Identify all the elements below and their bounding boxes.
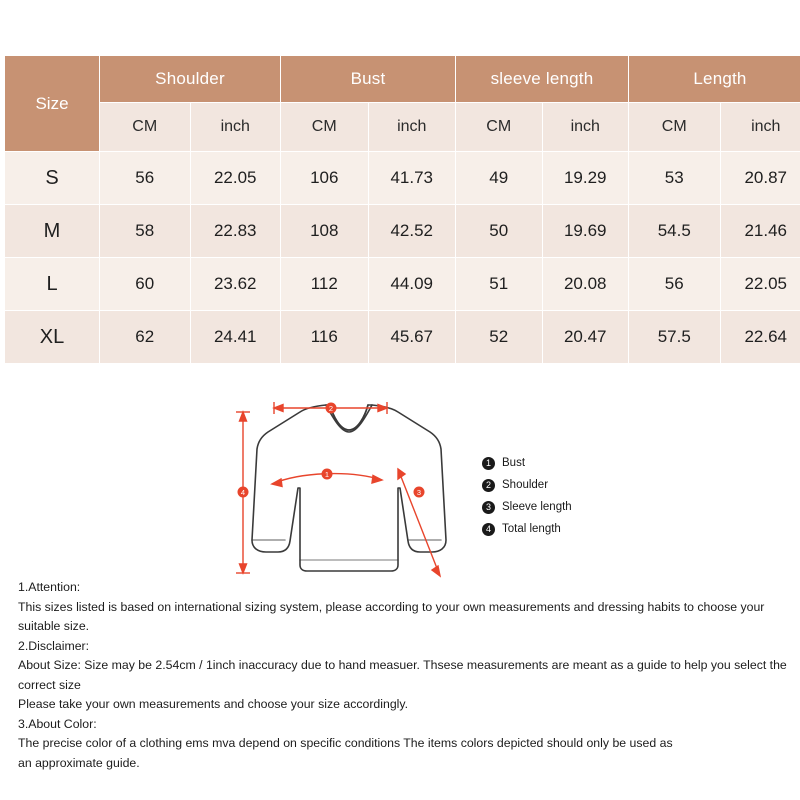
cell-shoulder-inch: 24.41 bbox=[190, 311, 281, 364]
header-size: Size bbox=[5, 56, 100, 152]
cell-length-cm: 56 bbox=[629, 258, 721, 311]
cell-sleeve-inch: 19.29 bbox=[542, 152, 629, 205]
note-about-size: About Size: Size may be 2.54cm / 1inch inaccuracy due to hand measuer. Thsese measurements are meant as a guide to help you select the correct size bbox=[18, 658, 787, 692]
unit-bust-inch: inch bbox=[368, 103, 456, 152]
size-chart-table bbox=[4, 55, 800, 364]
marker-total-length-num: 4 bbox=[240, 488, 246, 498]
cell-shoulder-cm: 60 bbox=[100, 258, 191, 311]
legend-label-total-length: Total length bbox=[502, 523, 561, 535]
cell-shoulder-cm: 56 bbox=[100, 152, 191, 205]
cell-shoulder-cm: 62 bbox=[100, 311, 191, 364]
cell-bust-cm: 112 bbox=[281, 258, 369, 311]
unit-shoulder-cm: CM bbox=[100, 103, 191, 152]
cell-shoulder-inch: 23.62 bbox=[190, 258, 281, 311]
note-about-color-body: The precise color of a clothing ems mva depend on specific conditions The items colors depicted should only be used as bbox=[18, 736, 673, 750]
cell-shoulder-cm: 58 bbox=[100, 205, 191, 258]
header-length: Length bbox=[629, 56, 800, 103]
cell-length-inch: 21.46 bbox=[720, 205, 800, 258]
cell-length-inch: 22.05 bbox=[720, 258, 800, 311]
marker-shoulder-num: 2 bbox=[328, 404, 334, 414]
table-unit-row bbox=[5, 103, 800, 152]
unit-length-inch: inch bbox=[720, 103, 800, 152]
legend-item-total-length bbox=[482, 518, 682, 540]
note-attention-body: This sizes listed is based on international sizing system, please according to your own measurements and dressing habits to choose your suitable size. bbox=[18, 599, 765, 633]
cell-shoulder-inch: 22.83 bbox=[190, 205, 281, 258]
row-size-label: XL bbox=[5, 311, 100, 364]
cell-sleeve-inch: 20.47 bbox=[542, 311, 629, 364]
legend-bullet-1: 1 bbox=[482, 457, 495, 470]
cell-sleeve-cm: 51 bbox=[456, 258, 543, 311]
cell-length-cm: 54.5 bbox=[629, 205, 721, 258]
table-row bbox=[5, 205, 800, 258]
note-disclaimer-title: 2.Disclaimer: bbox=[18, 638, 90, 653]
legend-bullet-3: 3 bbox=[482, 501, 495, 514]
legend-item-bust bbox=[482, 452, 682, 474]
note-take-measurements: Please take your own measurements and choose your size accordingly. bbox=[18, 697, 409, 711]
cell-length-cm: 53 bbox=[629, 152, 721, 205]
legend-bullet-2: 2 bbox=[482, 479, 495, 492]
table-row bbox=[5, 311, 800, 364]
marker-bust-num: 1 bbox=[324, 470, 330, 480]
note-attention-title: 1.Attention: bbox=[18, 580, 81, 594]
cell-length-cm: 57.5 bbox=[629, 311, 721, 364]
legend-label-shoulder: Shoulder bbox=[502, 479, 549, 491]
legend-label-sleeve-length: Sleeve length bbox=[502, 501, 572, 513]
table-row bbox=[5, 258, 800, 311]
cell-sleeve-inch: 19.69 bbox=[542, 205, 629, 258]
cell-bust-inch: 42.52 bbox=[368, 205, 456, 258]
legend-item-shoulder bbox=[482, 474, 682, 496]
legend-bullet-4: 4 bbox=[482, 523, 495, 536]
cell-sleeve-cm: 50 bbox=[456, 205, 543, 258]
note-about-color-body2: an approximate guide. bbox=[18, 755, 140, 770]
cell-bust-cm: 116 bbox=[281, 311, 369, 364]
legend-label-bust: Bust bbox=[502, 457, 526, 469]
row-size-label: L bbox=[5, 258, 100, 311]
cell-sleeve-cm: 52 bbox=[456, 311, 543, 364]
header-bust: Bust bbox=[281, 56, 456, 103]
cell-bust-inch: 41.73 bbox=[368, 152, 456, 205]
header-shoulder: Shoulder bbox=[100, 56, 281, 103]
unit-length-cm: CM bbox=[629, 103, 721, 152]
table-row bbox=[5, 152, 800, 205]
cell-length-inch: 20.87 bbox=[720, 152, 800, 205]
table-header-row bbox=[5, 56, 800, 103]
cell-sleeve-cm: 49 bbox=[456, 152, 543, 205]
cell-bust-cm: 106 bbox=[281, 152, 369, 205]
header-sleeve-length: sleeve length bbox=[456, 56, 629, 103]
cell-length-inch: 22.64 bbox=[720, 311, 800, 364]
unit-sleeve-inch: inch bbox=[542, 103, 629, 152]
cell-bust-inch: 44.09 bbox=[368, 258, 456, 311]
cell-sleeve-inch: 20.08 bbox=[542, 258, 629, 311]
cell-shoulder-inch: 22.05 bbox=[190, 152, 281, 205]
unit-shoulder-inch: inch bbox=[190, 103, 281, 152]
row-size-label: S bbox=[5, 152, 100, 205]
cell-bust-inch: 45.67 bbox=[368, 311, 456, 364]
cell-bust-cm: 108 bbox=[281, 205, 369, 258]
note-about-color-title: 3.About Color: bbox=[18, 716, 97, 731]
marker-sleeve-length-num: 3 bbox=[416, 488, 422, 498]
unit-sleeve-cm: CM bbox=[456, 103, 543, 152]
diagram-legend bbox=[482, 452, 682, 540]
measure-sleeve-length bbox=[398, 469, 440, 576]
notes-section bbox=[18, 578, 788, 773]
unit-bust-cm: CM bbox=[281, 103, 369, 152]
legend-item-sleeve-length bbox=[482, 496, 682, 518]
row-size-label: M bbox=[5, 205, 100, 258]
